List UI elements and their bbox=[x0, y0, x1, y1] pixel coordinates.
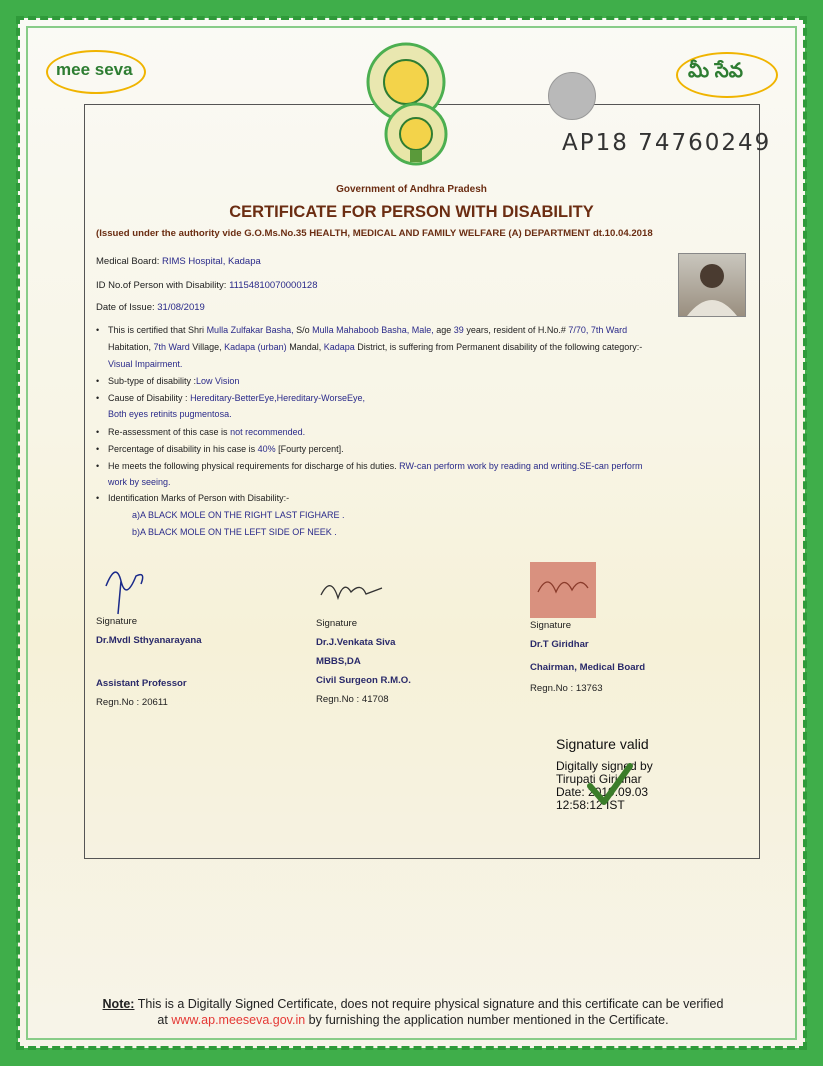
certificate-title: CERTIFICATE FOR PERSON WITH DISABILITY bbox=[229, 203, 594, 221]
signature-1-handwriting bbox=[96, 556, 156, 616]
disability-category: Visual Impairment. bbox=[108, 359, 183, 369]
digital-signature-status: Signature valid bbox=[556, 736, 649, 752]
issued-under-line: (Issued under the authority vide G.O.Ms.No.35 HEALTH, MEDICAL AND FAMILY WELFARE (A) DEPARTMENT dt.10.04.2018 bbox=[96, 228, 653, 239]
bullet-requirements: • He meets the following physical requirements for discharge of his duties. RW-can perform work by reading and writing.SE-can perform bbox=[96, 461, 643, 471]
signature-2-handwriting bbox=[316, 570, 386, 606]
meeseva-logo-right bbox=[676, 42, 778, 102]
person-photo bbox=[678, 253, 746, 317]
cause-line2: Both eyes retinits pugmentosa. bbox=[108, 409, 232, 419]
signature-3-stamp bbox=[530, 562, 596, 618]
bullet-reassessment: • Re-assessment of this case is not recommended. bbox=[96, 427, 306, 437]
checkmark-icon bbox=[586, 762, 634, 806]
digital-signature-details: Digitally signed by Tirupati Giridhar Date: 2019.09.03 12:58:12 IST bbox=[556, 759, 653, 812]
hologram-dot bbox=[548, 72, 596, 120]
medical-board-row: Medical Board: RIMS Hospital, Kadapa bbox=[96, 256, 261, 267]
certificate-number: AP18 74760249 bbox=[562, 130, 772, 156]
signatory-1: Signature Dr.Mvdl Sthyanarayana Assistant Professor Regn.No : 20611 bbox=[96, 616, 202, 708]
signatory-2: Signature Dr.J.Venkata Siva MBBS,DA Civil Surgeon R.M.O. Regn.No : 41708 bbox=[316, 618, 411, 705]
identification-mark-b: b)A BLACK MOLE ON THE LEFT SIDE OF NEEK . bbox=[132, 527, 337, 537]
bullet-subtype: • Sub-type of disability :Low Vision bbox=[96, 376, 240, 386]
meeseva-logo-left bbox=[46, 42, 146, 98]
bullet-identification: • Identification Marks of Person with Disability:- bbox=[96, 493, 290, 503]
signatory-3: Signature Dr.T Giridhar Chairman, Medical Board Regn.No : 13763 bbox=[530, 620, 646, 694]
government-heading: Government of Andhra Pradesh bbox=[336, 184, 487, 195]
meeseva-telugu-text: మీ సేవ bbox=[688, 60, 743, 82]
verification-link[interactable]: www.ap.meeseva.gov.in bbox=[171, 1013, 306, 1027]
bullet-certification-line2: Habitation, 7th Ward Village, Kadapa (urban) Mandal, Kadapa District, is suffering from Permanent disability of the following category:- bbox=[108, 342, 643, 352]
date-row: Date of Issue: 31/08/2019 bbox=[96, 302, 205, 313]
ap-government-seal-icon bbox=[356, 42, 464, 172]
meeseva-logo-text: mee seva bbox=[56, 60, 133, 79]
bullet-certification: • This is certified that Shri Mulla Zulfakar Basha, S/o Mulla Mahaboob Basha, Male, age 39 years, resident of H.No.# 7/70, 7th Ward bbox=[96, 325, 628, 335]
identification-mark-a: a)A BLACK MOLE ON THE RIGHT LAST FIGHARE . bbox=[132, 510, 345, 520]
footer-note: Note: This is a Digitally Signed Certificate, does not require physical signature and this certificate can be verified at www.ap.meeseva.gov.in by furnishing the application number mentioned in the Certificate. bbox=[102, 997, 724, 1027]
id-row: ID No.of Person with Disability: 11154810070000128 bbox=[96, 280, 318, 291]
requirements-line2: work by seeing. bbox=[108, 477, 171, 487]
bullet-cause: • Cause of Disability : Hereditary-BetterEye,Hereditary-WorseEye, bbox=[96, 393, 365, 403]
bullet-percentage: • Percentage of disability in his case is 40% [Fourty percent]. bbox=[96, 444, 344, 454]
